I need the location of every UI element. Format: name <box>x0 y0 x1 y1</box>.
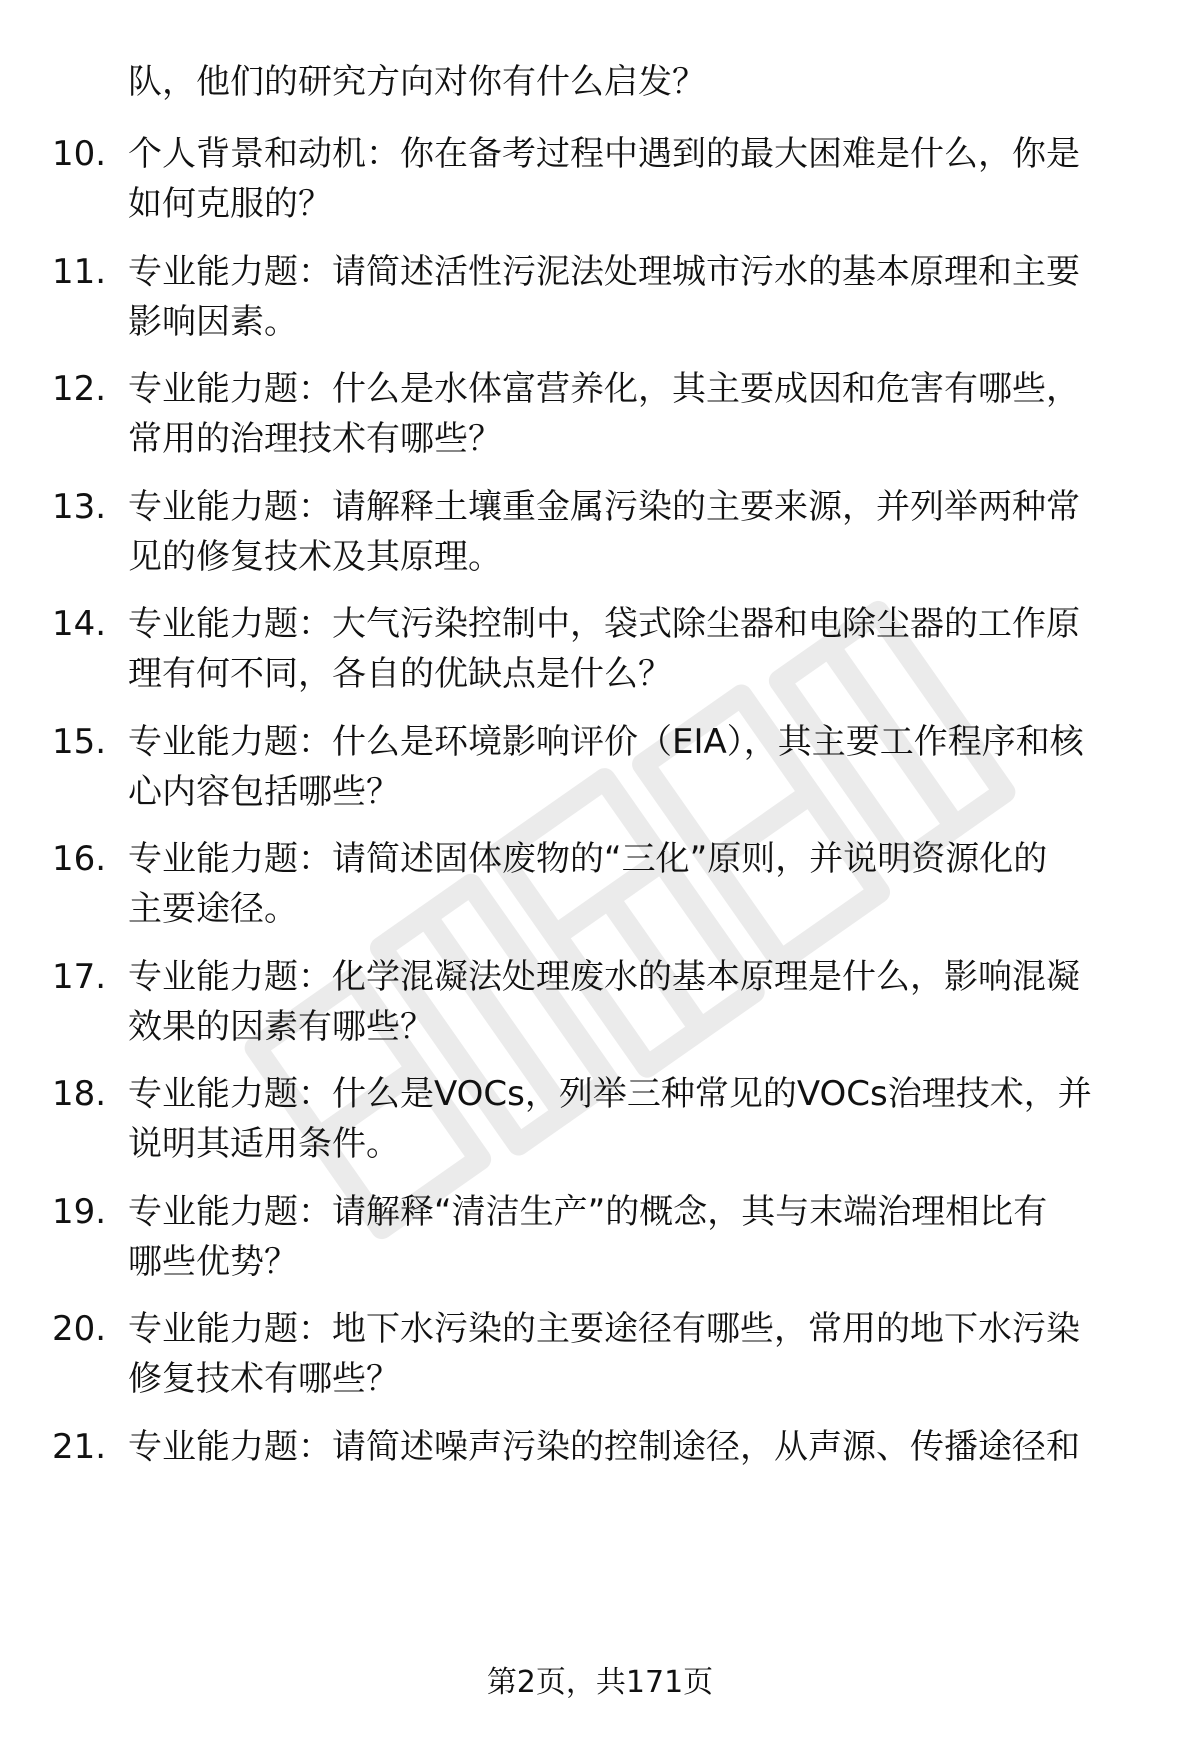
question-text-line-1: 专业能力题：什么是环境影响评价（EIA），其主要工作程序和核 <box>128 721 1084 762</box>
question-number: 18. <box>52 1074 107 1114</box>
question-text-line-1: 专业能力题：什么是VOCs，列举三种常见的VOCs治理技术，并 <box>128 1074 1092 1114</box>
question-text-line-2: 说明其适用条件。 <box>128 1124 400 1164</box>
question-text-line-1: 专业能力题：请简述噪声污染的控制途径，从声源、传播途径和 <box>128 1426 1080 1467</box>
question-number: 15. <box>52 721 107 762</box>
page-footer: 第2页，共171页 <box>486 1665 714 1700</box>
question-text-line-1: 专业能力题：请解释土壤重金属污染的主要来源，并列举两种常 <box>128 486 1080 527</box>
question-number: 14. <box>52 604 107 644</box>
continued-question-line: 队，他们的研究方向对你有什么启发？ <box>128 62 706 102</box>
question-text-line-2: 哪些优势？ <box>128 1241 298 1282</box>
question-text-line-1: 专业能力题：请简述活性污泥法处理城市污水的基本原理和主要 <box>128 251 1080 292</box>
question-text-line-2: 见的修复技术及其原理。 <box>128 536 502 577</box>
question-text-line-2: 修复技术有哪些？ <box>128 1359 400 1399</box>
question-text-line-1: 专业能力题：请解释“清洁生产”的概念，其与末端治理相比有 <box>128 1191 1048 1232</box>
question-text-line-2: 如何克服的？ <box>128 184 332 224</box>
question-text-line-2: 心内容包括哪些？ <box>128 771 400 812</box>
question-text-line-2: 主要途径。 <box>128 889 298 929</box>
question-text-line-2: 效果的因素有哪些？ <box>128 1006 434 1047</box>
question-text-line-1: 专业能力题：什么是水体富营养化，其主要成因和危害有哪些， <box>128 369 1080 409</box>
question-number: 19. <box>52 1191 107 1232</box>
question-number: 16. <box>52 839 107 879</box>
question-number: 21. <box>52 1426 107 1467</box>
question-number: 13. <box>52 486 107 527</box>
question-text-line-1: 专业能力题：请简述固体废物的“三化”原则，并说明资源化的 <box>128 839 1048 879</box>
question-text-line-2: 影响因素。 <box>128 301 298 342</box>
question-number: 12. <box>52 369 107 409</box>
question-text-line-1: 个人背景和动机：你在备考过程中遇到的最大困难是什么，你是 <box>128 134 1080 174</box>
question-number: 10. <box>52 134 107 174</box>
question-text-line-1: 专业能力题：大气污染控制中，袋式除尘器和电除尘器的工作原 <box>128 604 1080 644</box>
question-number: 17. <box>52 956 107 997</box>
question-text-line-1: 专业能力题：化学混凝法处理废水的基本原理是什么，影响混凝 <box>128 956 1080 997</box>
question-number: 20. <box>52 1309 107 1349</box>
question-text-line-2: 理有何不同，各自的优缺点是什么？ <box>128 654 672 694</box>
question-text-line-1: 专业能力题：地下水污染的主要途径有哪些，常用的地下水污染 <box>128 1309 1080 1349</box>
question-number: 11. <box>52 251 107 292</box>
question-text-line-2: 常用的治理技术有哪些？ <box>128 419 502 459</box>
